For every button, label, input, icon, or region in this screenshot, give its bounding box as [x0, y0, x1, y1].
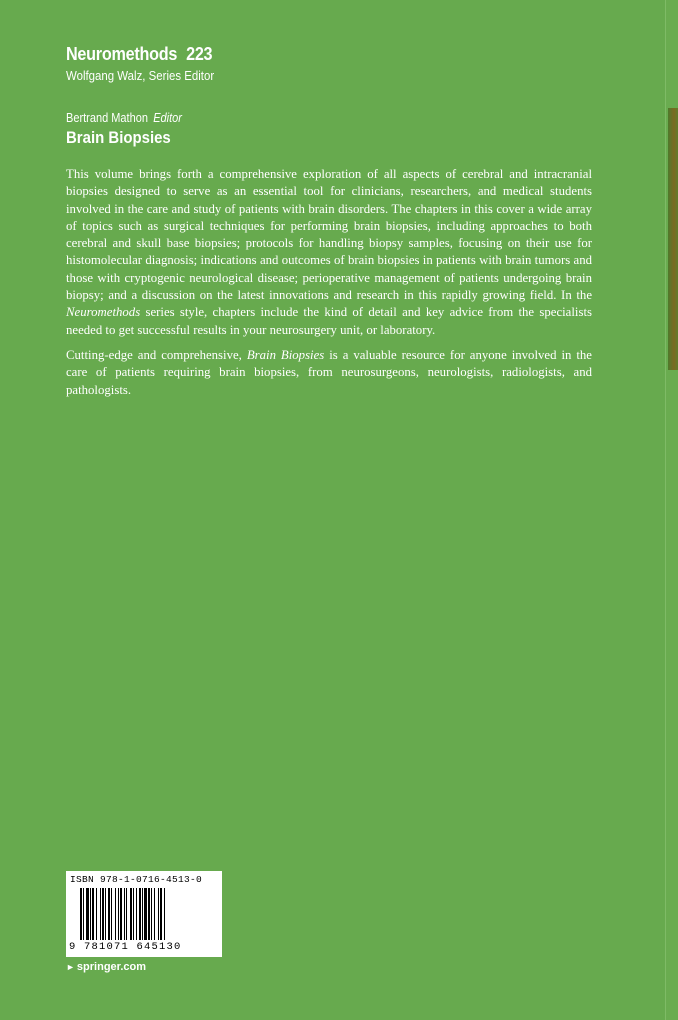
spine-edge	[665, 0, 678, 1020]
barcode	[66, 871, 222, 957]
barcode-digits: 9 781071 645130	[69, 941, 182, 953]
barcode-bars-icon	[80, 888, 208, 940]
series-editor: Wolfgang Walz, Series Editor	[66, 68, 215, 83]
description	[66, 166, 592, 407]
isbn-label: ISBN 978-1-0716-4513-0	[70, 874, 203, 885]
editor-role: Editor	[153, 111, 182, 125]
description-paragraph-1: This volume brings forth a comprehensive exploration of all aspects of cerebral and intracranial biopsies designed to serve as an essential tool for clinicians, researchers, and medical students involved in the care and study of patients with brain disorders. The chapters in this cover a wide array of topics such as surgical techniques for performing brain biopsies, including approaches to both cerebral and skull base biopsies; protocols for handling biopsy samples, focusing on their use for histomolecular diagnosis; indications and outcomes of brain biopsies in patients with brain tumors and those with cryptogenic neurological disease; perioperative management of patients undergoing brain biopsy; and a discussion on the latest innovations and research in this rapidly growing field. In the Neuromethods series style, chapters include the kind of detail and key advice from the specialists needed to get successful results in your neurosurgery unit, or laboratory.	[66, 167, 592, 337]
book-title: Brain Biopsies	[66, 128, 171, 147]
book-header	[66, 111, 198, 148]
publisher-name: springer.com	[76, 961, 146, 973]
spine-band	[668, 108, 678, 370]
series-title	[66, 44, 218, 65]
series-name: Neuromethods	[66, 44, 178, 64]
publisher-link[interactable]	[66, 961, 146, 973]
title-italic: Brain Biopsies	[246, 347, 325, 362]
series-number: 223	[186, 44, 213, 64]
series-header	[66, 44, 234, 83]
series-italic: Neuromethods	[66, 305, 141, 320]
editor-name: Bertrand Mathon	[66, 111, 148, 125]
arrow-icon: ►	[66, 962, 75, 972]
description-paragraph-2: Cutting-edge and comprehensive, Brain Biopsies is a valuable resource for anyone involved in the care of patients requiring brain biopsies, from neurosurgeons, neurologists, radiologists, and pathologists.	[66, 347, 592, 397]
book-editor	[66, 111, 182, 125]
